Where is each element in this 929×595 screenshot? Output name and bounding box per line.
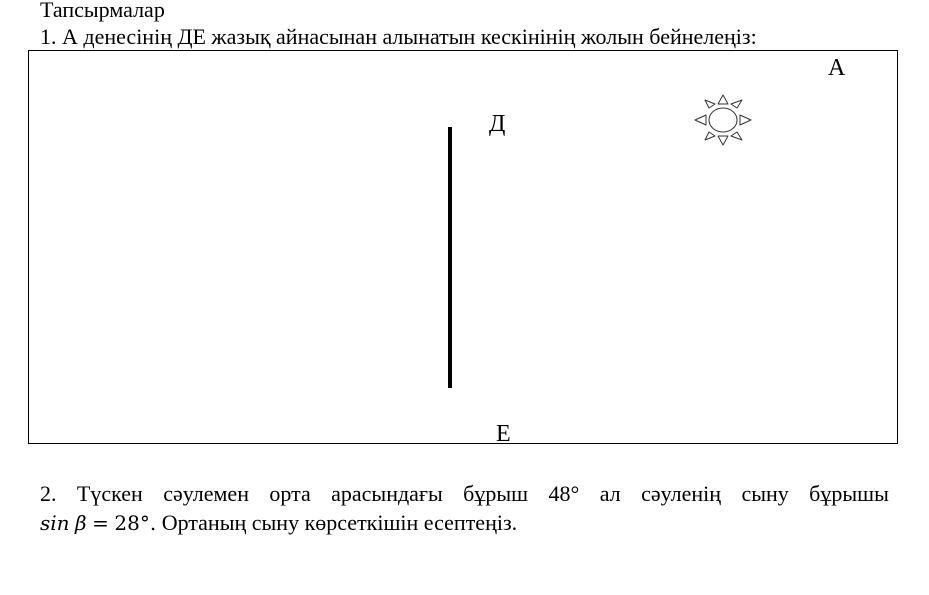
section-heading: Тапсырмалар bbox=[40, 0, 165, 22]
task2-word: ал bbox=[599, 481, 621, 506]
mirror-line bbox=[448, 127, 452, 388]
math-value: 28°. bbox=[114, 511, 157, 535]
diagram-frame bbox=[28, 50, 898, 444]
math-beta: β bbox=[75, 511, 87, 535]
task2-word: орта bbox=[269, 481, 311, 506]
sun-icon bbox=[690, 91, 756, 149]
task2-word: 2. bbox=[40, 481, 57, 506]
task2-rest: Ортаның сыну көрсеткішін есептеңіз. bbox=[161, 510, 518, 535]
task2-word: бұрыш bbox=[463, 481, 529, 506]
task2-line1 bbox=[40, 479, 889, 508]
object-label-a: А bbox=[828, 55, 846, 81]
task2-word: 48° bbox=[548, 481, 580, 506]
task2-word: Түскен bbox=[76, 481, 143, 506]
mirror-label-top: Д bbox=[489, 111, 506, 137]
task2-word: сәуленің bbox=[641, 481, 722, 506]
math-sin: sin bbox=[40, 511, 70, 535]
task2-word: сәулемен bbox=[163, 481, 249, 506]
math-equals: = bbox=[92, 511, 109, 535]
task2-text bbox=[40, 479, 889, 538]
task2-line2 bbox=[40, 508, 889, 538]
mirror-label-bottom: Е bbox=[496, 421, 511, 447]
task2-word: бұрышы bbox=[809, 481, 889, 506]
task2-word: сыну bbox=[741, 481, 789, 506]
task2-word: арасындағы bbox=[331, 481, 443, 506]
task1-text: 1. А денесінің ДЕ жазық айнасынан алынатын кескінінің жолын бейнелеңіз: bbox=[40, 24, 757, 49]
